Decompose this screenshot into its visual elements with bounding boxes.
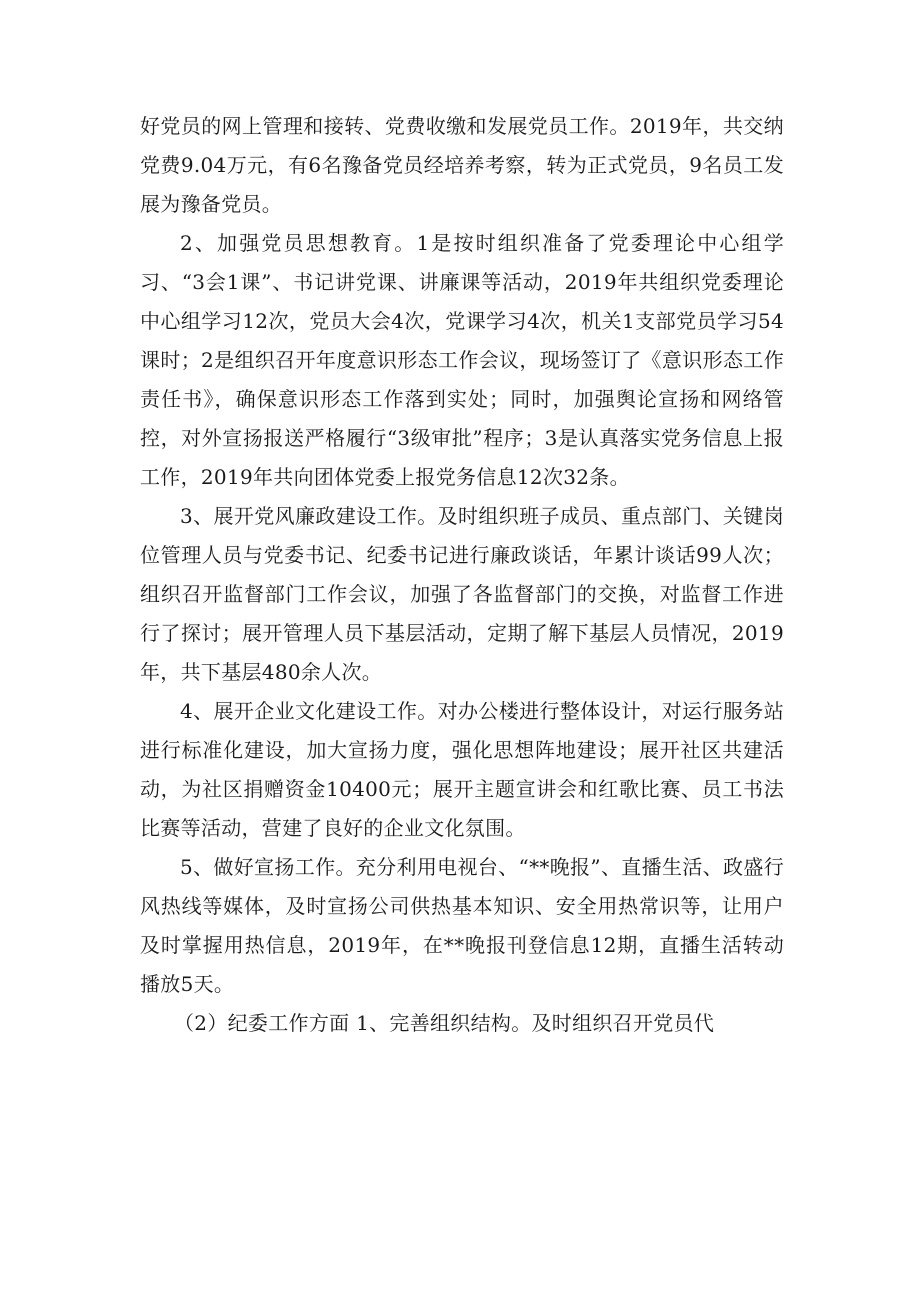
document-body: [140, 107, 784, 1043]
paragraph-party-member-management: 好党员的网上管理和接转、党费收缴和发展党员工作。2019年，共交纳党费9.04万元，有6名豫备党员经培养考察，转为正式党员，9名员工发展为豫备党员。: [140, 114, 784, 216]
paragraph-publicity-work: 5、做好宣扬工作。充分利用电视台、“**晚报”、直播生活、政盛行风热线等媒体，及时宣扬公司供热基本知识、安全用热常识等，让用户及时掌握用热信息，2019年，在**晚报刊登信息12期，直播生活转动播放5天。: [140, 855, 784, 996]
paragraph-clean-governance: 3、展开党风廉政建设工作。及时组织班子成员、重点部门、关键岗位管理人员与党委书记、纪委书记进行廉政谈话，年累计谈话99人次；组织召开监督部门工作会议，加强了各监督部门的交换，对监督工作进行了探讨；展开管理人员下基层活动，定期了解下基层人员情况，2019年，共下基层480余人次。: [140, 504, 784, 684]
paragraph-ideological-education: 2、加强党员思想教育。1是按时组织准备了党委理论中心组学习、“3会1课”、书记讲党课、讲廉课等活动，2019年共组织党委理论中心组学习12次，党员大会4次，党课学习4次，机关1支部党员学习54课时；2是组织召开年度意识形态工作会议，现场签订了《意识形态工作责任书》，确保意识形态工作落到实处；同时，加强舆论宣扬和网络管控，对外宣扬报送严格履行“3级审批”程序；3是认真落实党务信息上报工作，2019年共向团体党委上报党务信息12次32条。: [140, 231, 784, 489]
paragraph-discipline-commission: （2）纪委工作方面 1、完善组织结构。及时组织召开党员代: [174, 1011, 715, 1035]
paragraph-corporate-culture: 4、展开企业文化建设工作。对办公楼进行整体设计，对运行服务站进行标准化建设，加大宣扬力度，强化思想阵地建设；展开社区共建活动，为社区捐赠资金10400元；展开主题宣讲会和红歌比赛、员工书法比赛等活动，营建了良好的企业文化氛围。: [140, 699, 784, 840]
